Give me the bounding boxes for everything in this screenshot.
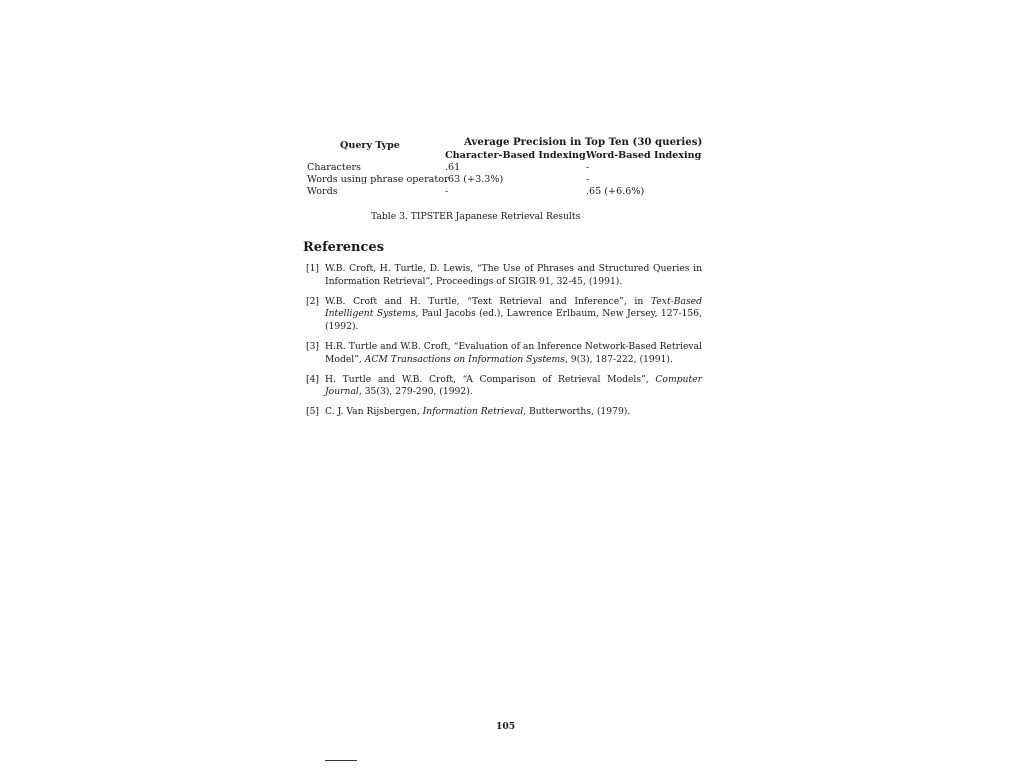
query-type-cell: Characters xyxy=(307,162,361,173)
reference-details: , 35(3), 279-290, (1992). xyxy=(358,386,473,398)
reference-details: , Paul Jacobs (ed.), Lawrence Erlbaum, New Jersey, 127-156, (1992). xyxy=(325,308,702,332)
table-row xyxy=(304,174,704,186)
word-based-cell: .65 (+6.6%) xyxy=(586,186,645,197)
query-type-header: Query Type xyxy=(340,140,400,151)
word-based-header: Word-Based Indexing xyxy=(586,150,702,161)
reference-title: Information Retrieval xyxy=(422,406,524,418)
reference-item xyxy=(306,341,702,366)
char-based-header: Character-Based Indexing xyxy=(445,150,586,161)
reference-list xyxy=(306,263,702,426)
query-type-cell: Words xyxy=(307,186,338,197)
table-row xyxy=(304,162,704,174)
footnote-rule xyxy=(325,760,357,761)
reference-number: [3] xyxy=(306,340,320,352)
reference-details: , 9(3), 187-222, (1991). xyxy=(564,353,673,365)
reference-text: W.B. Croft, H. Turtle, D. Lewis, “The Use of Phrases and Structured Queries in Information Retrieval”, Proceedings of SIGIR 91, 32-45, (1991). xyxy=(325,263,702,287)
table-row xyxy=(304,186,704,198)
reference-title: Computer Journal xyxy=(325,373,702,398)
reference-title: ACM Transactions on Information Systems xyxy=(364,353,565,365)
reference-text: C. J. Van Rijsbergen, xyxy=(325,406,423,418)
references-heading: References xyxy=(303,240,385,255)
word-based-cell: - xyxy=(586,162,590,173)
reference-item xyxy=(306,263,702,288)
query-type-cell: Words using phrase operator xyxy=(307,174,449,185)
char-based-cell: - xyxy=(445,186,449,197)
reference-item xyxy=(306,296,702,334)
reference-number: [5] xyxy=(306,406,320,418)
reference-details: , Butterworths, (1979). xyxy=(523,406,631,418)
reference-text: H.R. Turtle and W.B. Croft, “Evaluation of an Inference Network-Based Retrieval Model”, xyxy=(325,340,702,365)
table-caption: Table 3. TIPSTER Japanese Retrieval Results xyxy=(371,211,581,222)
table-subheader-row xyxy=(304,148,704,162)
reference-number: [4] xyxy=(306,373,320,385)
reference-text: H. Turtle and W.B. Croft, “A Comparison of Retrieval Models”, xyxy=(325,373,656,385)
word-based-cell: - xyxy=(586,174,590,185)
results-table xyxy=(304,136,704,198)
table-header-row xyxy=(304,136,704,151)
reference-item xyxy=(306,406,702,419)
avg-precision-header: Average Precision in Top Ten (30 queries) xyxy=(464,136,703,148)
reference-number: [2] xyxy=(306,295,320,307)
reference-number: [1] xyxy=(306,263,320,274)
char-based-cell: .61 xyxy=(445,162,461,173)
reference-title: Text-Based Intelligent Systems xyxy=(325,295,702,320)
reference-text: W.B. Croft and H. Turtle, “Text Retrieval and Inference”, in xyxy=(325,295,651,307)
char-based-cell: .63 (+3.3%) xyxy=(445,174,504,185)
reference-item xyxy=(306,374,702,399)
page-number: 105 xyxy=(496,721,516,732)
